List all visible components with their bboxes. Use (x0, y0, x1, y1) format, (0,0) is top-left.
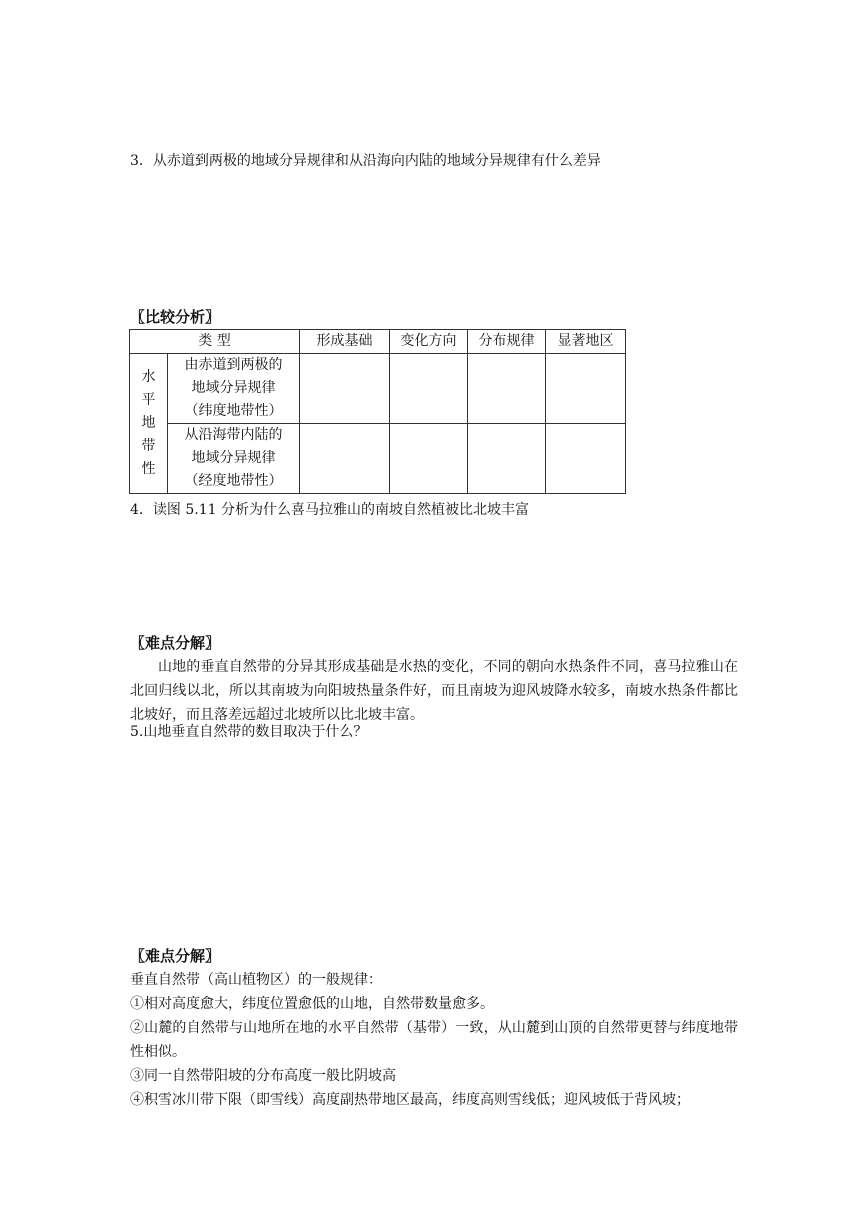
difficulty-heading-1: 〖难点分解〗 (130, 634, 221, 652)
header-type: 类 型 (130, 330, 300, 354)
rule-intro: 垂直自然带（高山植物区）的一般规律： (130, 972, 382, 988)
difficulty-body-1 (130, 655, 738, 727)
table-row (130, 424, 626, 494)
rule-3: ③同一自然带阳坡的分布高度一般比阴坡高 (130, 1068, 396, 1084)
difficulty-body-2 (130, 968, 738, 1112)
table-cell[interactable] (300, 424, 390, 494)
table-cell[interactable] (546, 354, 626, 424)
row-label-longitudinal: 从沿海带内陆的 地域分异规律 （经度地带性） (168, 424, 300, 494)
header-direction: 变化方向 (390, 330, 468, 354)
comparison-table (129, 329, 626, 494)
table-cell[interactable] (468, 424, 546, 494)
table-cell[interactable] (390, 354, 468, 424)
rule-4: ④积雪冰川带下限（即雪线）高度副热带地区最高，纬度高则雪线低；迎风坡低于背风坡； (130, 1092, 690, 1108)
question-4: 4．读图 5.11 分析为什么喜马拉雅山的南坡自然植被比北坡丰富 (130, 502, 529, 518)
header-pattern: 分布规律 (468, 330, 546, 354)
header-region: 显著地区 (546, 330, 626, 354)
table-header-row (130, 330, 626, 354)
row-label-latitudinal: 由赤道到两极的 地域分异规律 （纬度地带性） (168, 354, 300, 424)
table-row (130, 354, 626, 424)
group-label-horizontal-zonality: 水 平 地 带 性 (130, 354, 168, 494)
difficulty-paragraph: 山地的垂直自然带的分异其形成基础是水热的变化，不同的朝向水热条件不同，喜马拉雅山在北回归线以北，所以其南坡为向阳坡热量条件好，而且南坡为迎风坡降水较多，南坡水热条件都比北坡好，而且落差远超过北坡所以比北坡丰富。 (130, 659, 738, 723)
header-basis: 形成基础 (300, 330, 390, 354)
difficulty-heading-2: 〖难点分解〗 (130, 947, 221, 965)
rule-1: ①相对高度愈大，纬度位置愈低的山地，自然带数量愈多。 (130, 996, 494, 1012)
question-3: 3．从赤道到两极的地域分异规律和从沿海向内陆的地域分异规律有什么差异 (130, 153, 601, 169)
table-cell[interactable] (390, 424, 468, 494)
table-cell[interactable] (300, 354, 390, 424)
question-5: 5.山地垂直自然带的数目取决于什么？ (130, 724, 368, 740)
compare-analysis-heading: 〖比较分析〗 (130, 308, 221, 326)
table-cell[interactable] (468, 354, 546, 424)
rule-2: ②山麓的自然带与山地所在地的水平自然带（基带）一致，从山麓到山顶的自然带更替与纬度地带性相似。 (130, 1020, 738, 1060)
table-cell[interactable] (546, 424, 626, 494)
